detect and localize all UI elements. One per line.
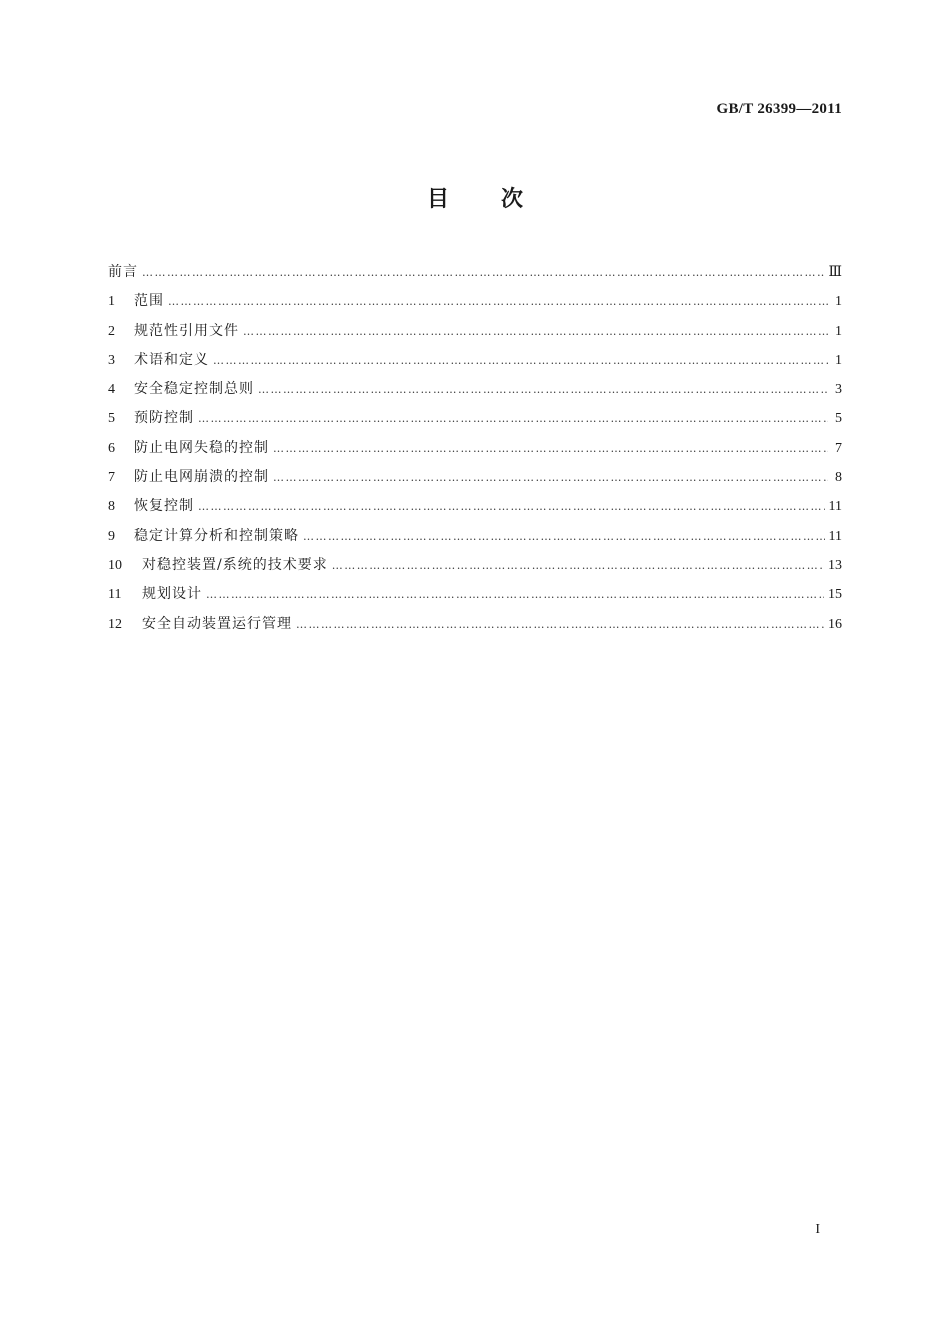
toc-entry-number: 1: [108, 294, 115, 310]
standard-code: GB/T 26399—2011: [716, 101, 842, 117]
toc-entry-11[interactable]: [108, 580, 842, 609]
toc-entry-label: 防止电网崩溃的控制: [134, 469, 269, 486]
toc-leader-dots: [213, 346, 828, 375]
page-number: I: [815, 1222, 820, 1237]
toc-entry-1[interactable]: [108, 287, 842, 316]
toc-leader-dots: [332, 551, 824, 580]
toc-entry-2[interactable]: [108, 317, 842, 346]
toc-entry-label: 规范性引用文件: [134, 322, 239, 339]
toc-entry-6[interactable]: [108, 434, 842, 463]
toc-entry-label: 规划设计: [142, 586, 202, 603]
toc-leader-dots: [303, 522, 825, 551]
toc-entry-10[interactable]: [108, 551, 842, 580]
toc-entry-number: 7: [108, 470, 115, 486]
toc-entry-page: Ⅲ: [828, 265, 842, 280]
toc-leader-dots: [206, 580, 824, 609]
toc-entry-page: 1: [835, 294, 842, 310]
toc-entry-foreword[interactable]: [108, 258, 842, 287]
toc-leader-dots: [198, 492, 825, 521]
toc-entry-7[interactable]: [108, 463, 842, 492]
toc-entry-number: 4: [108, 382, 115, 398]
toc-entry-page: 11: [828, 499, 842, 515]
toc-leader-dots: [168, 287, 828, 316]
toc-entry-page: 7: [835, 440, 842, 456]
toc-entry-number: 8: [108, 499, 115, 515]
toc-entry-label: 术语和定义: [134, 351, 209, 368]
toc-entry-page: 16: [828, 616, 842, 632]
toc-entry-page: 5: [835, 411, 842, 427]
toc-entry-number: 12: [108, 616, 122, 632]
toc-entry-page: 1: [835, 352, 842, 368]
toc-entry-page: 8: [835, 470, 842, 486]
toc-entry-5[interactable]: [108, 404, 842, 433]
table-of-contents: [108, 258, 842, 639]
toc-title: 目次: [426, 187, 575, 212]
toc-entry-4[interactable]: [108, 375, 842, 404]
toc-leader-dots: [273, 434, 828, 463]
toc-entry-8[interactable]: [108, 492, 842, 521]
toc-entry-label: 恢复控制: [134, 498, 194, 515]
toc-entry-number: 10: [108, 557, 122, 573]
toc-entry-label: 前言: [108, 264, 138, 280]
toc-entry-page: 15: [828, 587, 842, 603]
toc-leader-dots: [296, 610, 824, 639]
toc-entry-label: 防止电网失稳的控制: [134, 439, 269, 456]
toc-entry-number: 6: [108, 440, 115, 456]
toc-entry-label: 安全自动装置运行管理: [142, 615, 292, 632]
toc-entry-number: 2: [108, 323, 115, 339]
toc-entry-9[interactable]: [108, 522, 842, 551]
toc-leader-dots: [142, 258, 824, 287]
toc-entry-page: 11: [828, 528, 842, 544]
toc-entry-number: 5: [108, 411, 115, 427]
toc-leader-dots: [243, 317, 828, 346]
toc-entry-label: 安全稳定控制总则: [134, 381, 254, 398]
toc-entry-page: 13: [828, 557, 842, 573]
toc-entry-number: 9: [108, 528, 115, 544]
toc-entry-12[interactable]: [108, 610, 842, 639]
toc-entry-label: 范围: [134, 293, 164, 310]
toc-entry-number: 11: [108, 587, 122, 603]
toc-leader-dots: [273, 463, 828, 492]
toc-entry-number: 3: [108, 352, 115, 368]
toc-entry-3[interactable]: [108, 346, 842, 375]
toc-leader-dots: [258, 375, 828, 404]
toc-entry-page: 1: [835, 323, 842, 339]
toc-entry-page: 3: [835, 382, 842, 398]
toc-entry-label: 稳定计算分析和控制策略: [134, 527, 299, 544]
toc-entry-label: 预防控制: [134, 410, 194, 427]
toc-leader-dots: [198, 404, 828, 433]
toc-entry-label: 对稳控装置/系统的技术要求: [142, 556, 328, 573]
